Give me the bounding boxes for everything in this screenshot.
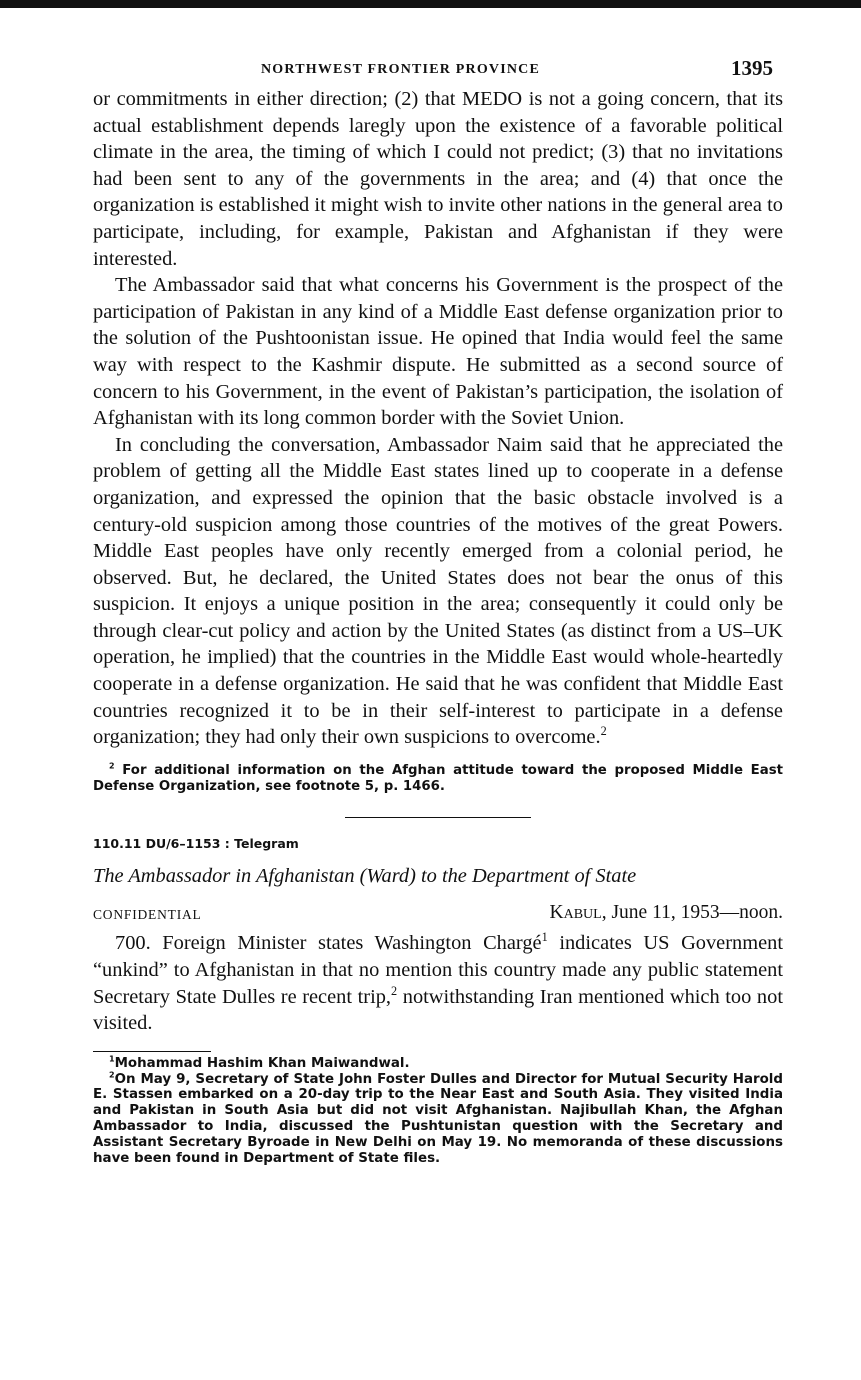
document-title: The Ambassador in Afghanistan (Ward) to the Department of State	[93, 865, 637, 888]
footnote-text: On May 9, Secretary of State John Foster Dulles and Director for Mutual Security Harold E. Stassen embarked on a 20-day trip to the Near East and South Asia. They visited India and Pakistan in South Asia but did not visit Afghanistan. Najibullah Khan, the Afghan Ambassador to India, discussed the Pushtunistan question with the Secretary and Assistant Secretary Byroade in New Delhi on May 19. No memoranda of these discussions have been found in Department of State files.	[93, 1071, 783, 1166]
footnote-ref: 2	[391, 983, 398, 998]
running-head	[93, 52, 783, 86]
footnote-text: For additional information on the Afghan attitude toward the proposed Middle East Defense Organization, see footnote 5, p. 1466.	[93, 762, 783, 795]
top-border	[0, 0, 861, 8]
body-paragraph: or commitments in either direction; (2) that MEDO is not a going concern, that its actual establishment depends laregly upon the existence of a favorable political climate in the area, the timing of which I could not predict; (3) that no invitations had been sent to any of the governments in the area; and (4) that once the organization is established it might wish to invite other nations in the general area to participate, including, for example, Pakistan and Afghanistan if they were interested.	[93, 88, 783, 270]
footnote	[93, 763, 783, 796]
footnote-rule	[93, 1051, 211, 1052]
footnote-marker: 2	[109, 761, 115, 771]
document-page	[93, 52, 783, 1166]
telegram-text	[93, 930, 783, 1036]
footnote-ref: 1	[541, 930, 548, 945]
document-file-number: 110.11 DU/6–1153 : Telegram	[93, 836, 299, 852]
footnote	[93, 1056, 783, 1072]
body-paragraph: The Ambassador said that what concerns his Government is the prospect of the participation of Pakistan in any kind of a Middle East defense organization prior to the solution of the Pushtoonistan issue. He opined that India would feel the same way with respect to the Kashmir dispute. He submitted as a second source of concern to his Government, in the event of Pakistan’s participation, the isolation of Afghanistan with its long common border with the Soviet Union.	[93, 274, 783, 430]
dateline	[550, 902, 783, 924]
classification-line	[93, 898, 783, 928]
footnote-block	[93, 763, 783, 796]
page-number: 1395	[731, 56, 773, 80]
footnote-ref: 2	[600, 724, 607, 739]
classification: CONFIDENTIAL	[93, 907, 202, 923]
telegram-text-part: notwithstanding Iran mentioned which too not visited.	[93, 985, 783, 1035]
footnote	[93, 1072, 783, 1167]
telegram-text-part: 700. Foreign Minister states Washington Chargé	[115, 932, 542, 955]
running-head-title: NORTHWEST FRONTIER PROVINCE	[261, 62, 541, 77]
date: , June 11, 1953—noon.	[601, 902, 783, 924]
footnote-text: Mohammad Hashim Khan Maiwandwal.	[114, 1055, 410, 1071]
footnote-marker: 1	[109, 1054, 115, 1064]
footnote-marker: 2	[109, 1070, 115, 1080]
telegram-text-part: indicates US Government “unkind” to Afghanistan in that no mention this country made any public statement Secretary State Dulles re recent trip,	[93, 932, 783, 1008]
place: Kabul	[549, 902, 602, 924]
paragraph-text: In concluding the conversation, Ambassador Naim said that he appreciated the problem of getting all the Middle East states lined up to cooperate in a defense organization, and expressed the opinion that the basic obstacle involved is a century-old suspicion among those countries of the motives of the great Powers. Middle East peoples have only recently emerged from a colonial period, he observed. But, he declared, the United States does not bear the onus of this suspicion. It enjoys a unique position in the area; consequently it could only be through clear-cut policy and action by the United States (as distinct from a US–UK operation, he implied) that the countries in the Middle East would whole-heartedly cooperate in a defense organization. He said that he was confident that Middle East countries recognized it to be in their self-interest to participate in a defense organization; they had only their own suspicions to overcome.	[93, 433, 783, 749]
section-divider	[345, 817, 531, 818]
body-paragraph	[93, 432, 783, 751]
